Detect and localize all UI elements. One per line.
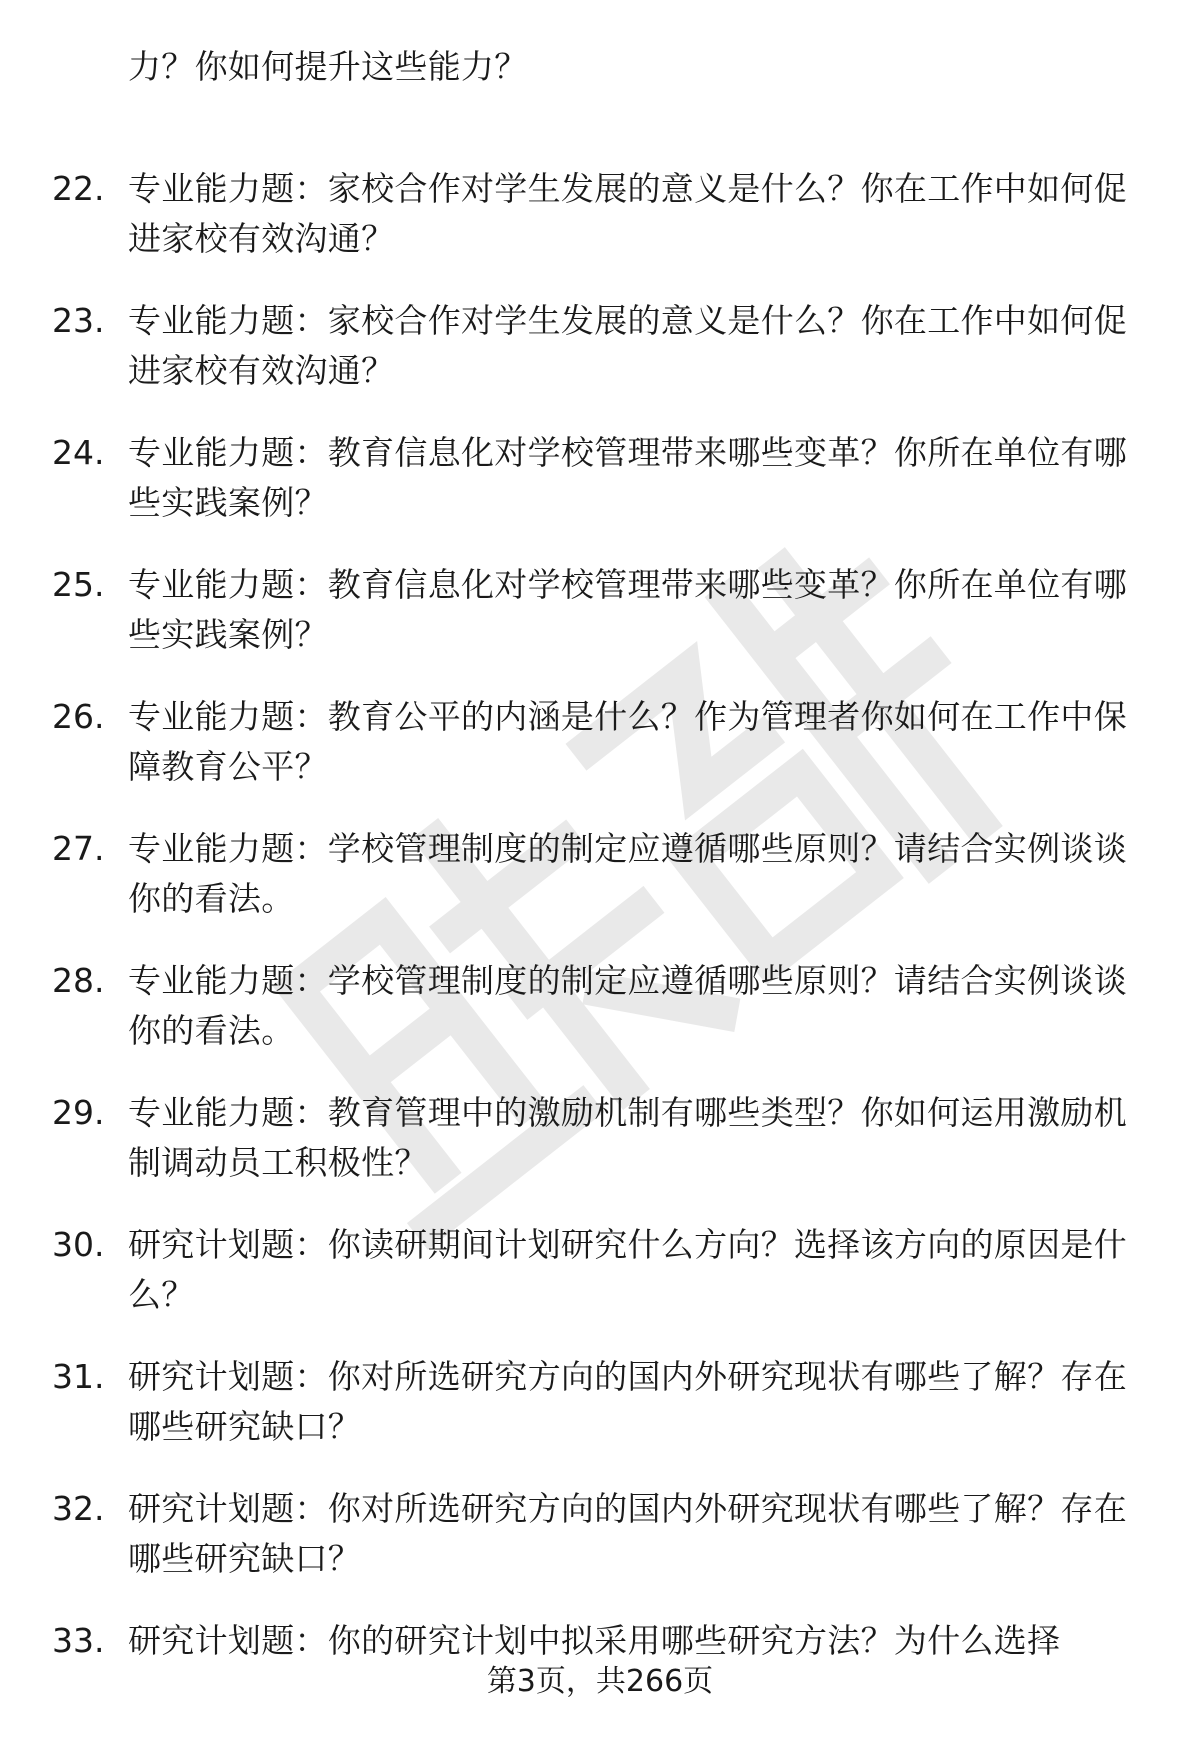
list-item [0,1220,1200,1352]
question-text: 专业能力题：家校合作对学生发展的意义是什么？你在工作中如何促进家校有效沟通？ [128,169,1127,258]
question-text: 专业能力题：教育信息化对学校管理带来哪些变革？你所在单位有哪些实践案例？ [128,433,1127,522]
question-text: 专业能力题：家校合作对学生发展的意义是什么？你在工作中如何促进家校有效沟通？ [128,301,1127,390]
list-item [0,560,1200,692]
question-number: 32. [52,1489,105,1528]
list-item [0,1352,1200,1484]
question-number: 30. [52,1225,105,1264]
question-text: 研究计划题：你读研期间计划研究什么方向？选择该方向的原因是什么？ [128,1225,1127,1314]
list-item [0,1484,1200,1616]
list-item [0,692,1200,824]
question-number: 33. [52,1621,105,1660]
question-text: 研究计划题：你对所选研究方向的国内外研究现状有哪些了解？存在哪些研究缺口？ [128,1489,1127,1578]
question-number: 26. [52,697,105,736]
question-text: 专业能力题：学校管理制度的制定应遵循哪些原则？请结合实例谈谈你的看法。 [128,829,1127,918]
question-number: 24. [52,433,105,472]
question-number: 23. [52,301,105,340]
list-item [0,42,1200,164]
list-item [0,164,1200,296]
question-text: 专业能力题：教育信息化对学校管理带来哪些变革？你所在单位有哪些实践案例？ [128,565,1127,654]
list-item [0,824,1200,956]
question-number: 27. [52,829,105,868]
page-footer: 第3页，共266页 [486,1664,714,1699]
question-text: 研究计划题：你对所选研究方向的国内外研究现状有哪些了解？存在哪些研究缺口？ [128,1357,1127,1446]
question-text: 专业能力题：教育公平的内涵是什么？作为管理者你如何在工作中保障教育公平？ [128,697,1127,786]
question-number: 28. [52,961,105,1000]
list-item [0,1088,1200,1220]
question-number: 22. [52,169,105,208]
list-item [0,956,1200,1088]
question-number: 25. [52,565,105,604]
list-item [0,296,1200,428]
question-text: 专业能力题：教育管理中的激励机制有哪些类型？你如何运用激励机制调动员工积极性？ [128,1093,1127,1182]
question-text: 力？你如何提升这些能力？ [128,47,528,86]
question-number: 29. [52,1093,105,1132]
question-text: 专业能力题：学校管理制度的制定应遵循哪些原则？请结合实例谈谈你的看法。 [128,961,1127,1050]
question-text: 研究计划题：你的研究计划中拟采用哪些研究方法？为什么选择 [128,1621,1061,1660]
question-number: 31. [52,1357,105,1396]
list-item [0,428,1200,560]
question-list [0,42,1200,1676]
